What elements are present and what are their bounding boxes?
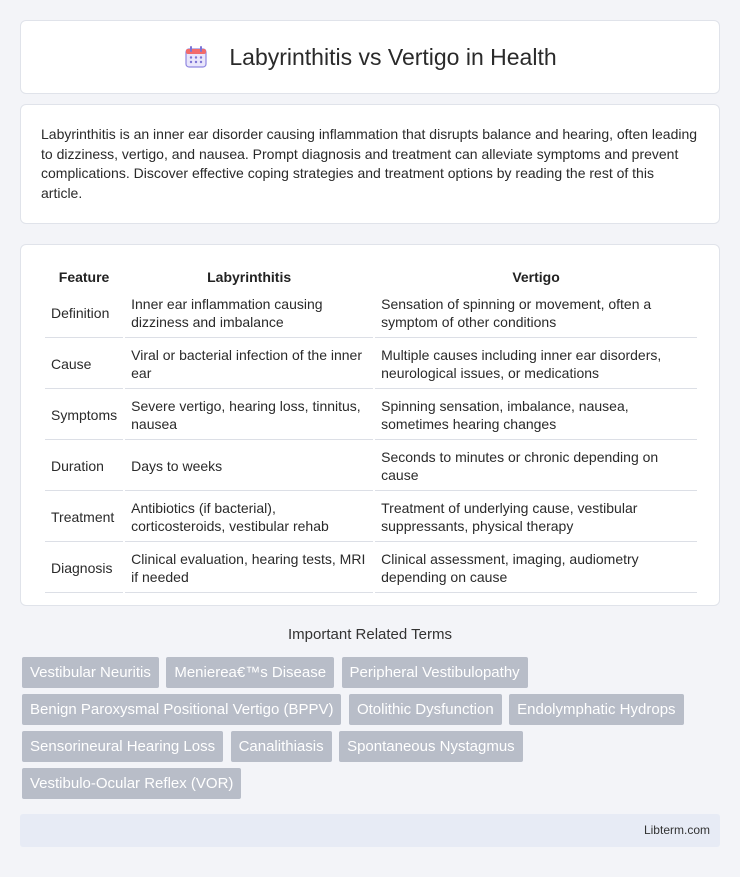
comparison-table xyxy=(43,265,699,595)
labyrinthitis-cell: Viral or bacterial infection of the inner ear xyxy=(125,340,373,389)
table-row xyxy=(45,544,697,593)
feature-cell: Cause xyxy=(45,340,123,389)
calendar-icon xyxy=(183,44,209,70)
vertigo-cell: Clinical assessment, imaging, audiometry depending on cause xyxy=(375,544,697,593)
table-row xyxy=(45,442,697,491)
footer xyxy=(20,814,720,847)
table-row xyxy=(45,493,697,542)
related-term-tag[interactable]: Sensorineural Hearing Loss xyxy=(22,731,223,762)
related-term-tag[interactable]: Vestibulo-Ocular Reflex (VOR) xyxy=(22,768,241,799)
related-term-tag[interactable]: Benign Paroxysmal Positional Vertigo (BPPV) xyxy=(22,694,341,725)
vertigo-cell: Seconds to minutes or chronic depending on cause xyxy=(375,442,697,491)
page-header xyxy=(20,20,720,94)
vertigo-cell: Multiple causes including inner ear disorders, neurological issues, or medications xyxy=(375,340,697,389)
feature-cell: Definition xyxy=(45,289,123,338)
related-term-tag[interactable]: Endolymphatic Hydrops xyxy=(509,694,683,725)
intro-section xyxy=(20,104,720,224)
related-term-tag[interactable]: Canalithiasis xyxy=(231,731,332,762)
comparison-table-card xyxy=(20,244,720,606)
page-title: Labyrinthitis vs Vertigo in Health xyxy=(229,43,557,70)
footer-site-link[interactable]: Libterm.com xyxy=(643,823,710,837)
intro-text: Labyrinthitis is an inner ear disorder causing inflammation that disrupts balance and hearing, often leading to dizziness, vertigo, and nausea. Prompt diagnosis and treatment can alleviate symptoms and prevent complications. Discover effective coping strategies and treatment options by reading the rest of this article. xyxy=(41,126,698,201)
related-terms-title: Important Related Terms xyxy=(288,626,452,643)
table-row xyxy=(45,391,697,440)
table-row xyxy=(45,340,697,389)
labyrinthitis-cell: Severe vertigo, hearing loss, tinnitus, nausea xyxy=(125,391,373,440)
labyrinthitis-cell: Inner ear inflammation causing dizziness and imbalance xyxy=(125,289,373,338)
labyrinthitis-cell: Antibiotics (if bacterial), corticosteroids, vestibular rehab xyxy=(125,493,373,542)
labyrinthitis-cell: Days to weeks xyxy=(125,442,373,491)
related-term-tag[interactable]: Otolithic Dysfunction xyxy=(349,694,502,725)
header-vertigo: Vertigo xyxy=(512,269,560,285)
table-header-row xyxy=(45,267,697,287)
related-term-tag[interactable]: Peripheral Vestibulopathy xyxy=(342,657,528,688)
vertigo-cell: Treatment of underlying cause, vestibular suppressants, physical therapy xyxy=(375,493,697,542)
vertigo-cell: Sensation of spinning or movement, often a symptom of other conditions xyxy=(375,289,697,338)
related-terms-list xyxy=(22,657,722,805)
related-term-tag[interactable]: Vestibular Neuritis xyxy=(22,657,159,688)
related-term-tag[interactable]: Spontaneous Nystagmus xyxy=(339,731,523,762)
feature-cell: Diagnosis xyxy=(45,544,123,593)
feature-cell: Symptoms xyxy=(45,391,123,440)
feature-cell: Duration xyxy=(45,442,123,491)
labyrinthitis-cell: Clinical evaluation, hearing tests, MRI if needed xyxy=(125,544,373,593)
related-term-tag[interactable]: Menierea€™s Disease xyxy=(166,657,334,688)
vertigo-cell: Spinning sensation, imbalance, nausea, sometimes hearing changes xyxy=(375,391,697,440)
feature-cell: Treatment xyxy=(45,493,123,542)
header-feature: Feature xyxy=(58,269,110,285)
table-row xyxy=(45,289,697,338)
header-labyrinthitis: Labyrinthitis xyxy=(207,269,292,285)
